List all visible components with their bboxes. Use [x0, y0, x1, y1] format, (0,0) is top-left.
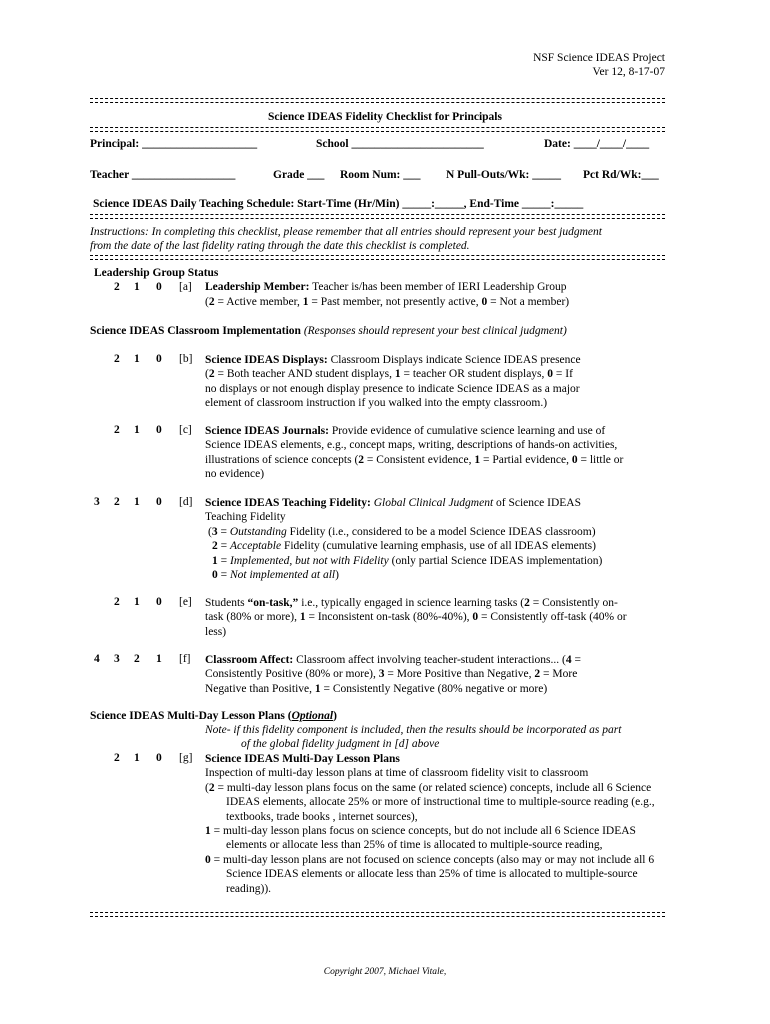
text: “on-task,”	[247, 597, 299, 609]
item-label: [f]	[179, 653, 191, 665]
text: = teacher OR student displays,	[400, 368, 548, 381]
text: illustrations of science concepts (	[205, 453, 359, 466]
text: 2	[208, 296, 215, 308]
score-option[interactable]: 0	[156, 752, 162, 764]
optional-tag: Optional	[291, 710, 334, 722]
copyright-footer: Copyright 2007, Michael Vitale,	[323, 967, 447, 977]
text: = If	[553, 368, 573, 381]
text: 2	[534, 668, 541, 681]
text: less)	[205, 625, 227, 638]
page-title: Science IDEAS Fidelity Checklist for Principals	[268, 111, 502, 123]
score-option[interactable]: 2	[114, 424, 120, 436]
item-label: [g]	[179, 752, 193, 764]
score-option[interactable]: 0	[156, 496, 162, 508]
leadership-scale	[205, 296, 569, 308]
text: = Consistent evidence,	[364, 453, 475, 466]
score-option[interactable]: 1	[134, 353, 140, 365]
room-field[interactable]: Room Num: ___	[340, 169, 421, 181]
implementation-heading	[90, 325, 567, 337]
heading-text: Science IDEAS Classroom Implementation	[90, 325, 301, 337]
score-option[interactable]: 0	[156, 353, 162, 365]
text: (only partial Science IDEAS implementation)	[388, 554, 603, 567]
text: 1	[212, 554, 218, 567]
score-option[interactable]: 1	[134, 281, 140, 293]
text: Not implemented at all	[230, 569, 336, 582]
text: =	[571, 654, 581, 666]
score-option[interactable]: 2	[114, 752, 120, 764]
grade-field[interactable]: Grade ___	[273, 169, 325, 181]
text: = Not a member)	[487, 296, 570, 308]
text: = little or	[577, 453, 624, 466]
item-label: [c]	[179, 424, 192, 436]
item-classroom-affect	[205, 653, 675, 696]
text: = multi-day lesson plans focus on science concepts, but do not include all 6 Science IDEAS elements or allocate less than 25% of time is allocated to multiple-source reading,	[210, 825, 636, 852]
item-title: Science IDEAS Displays:	[205, 354, 328, 366]
item-displays	[205, 353, 675, 411]
text: 2	[212, 540, 218, 553]
leadership-item	[205, 281, 566, 293]
score-option[interactable]: 2	[134, 653, 140, 665]
text: 2	[524, 597, 530, 609]
text: 1	[394, 368, 401, 381]
text: Students	[205, 597, 248, 609]
text: = Past member, not presently active,	[308, 296, 482, 308]
schedule-field[interactable]: Science IDEAS Daily Teaching Schedule: Start-Time (Hr/Min) _____:_____, End-Time _____:_____	[93, 198, 584, 210]
separator-rule	[90, 214, 665, 219]
item-label: [a]	[179, 281, 192, 293]
item-title: Leadership Member:	[205, 281, 310, 293]
text: Fidelity (i.e., considered to be a model Science IDEAS classroom)	[286, 525, 596, 538]
separator-rule	[90, 127, 665, 132]
teacher-field[interactable]: Teacher __________________	[90, 169, 236, 181]
text: 0	[212, 569, 218, 582]
text: = Active member,	[214, 296, 303, 308]
text: Fidelity (cumulative learning emphasis, use of all IDEAS elements)	[281, 540, 596, 553]
text: 1	[314, 682, 321, 695]
text: =	[217, 540, 230, 553]
score-option[interactable]: 1	[134, 424, 140, 436]
text: 2	[208, 781, 215, 794]
multiday-note: Note- if this fidelity component is included, then the results should be incorporated as part	[205, 724, 622, 736]
text: 0	[547, 368, 554, 381]
leadership-heading: Leadership Group Status	[94, 267, 219, 279]
project-name: NSF Science IDEAS Project	[533, 52, 665, 64]
item-lesson-plans	[205, 752, 675, 896]
text: Science IDEAS elements, e.g., concept maps, writing, descriptions of hands-on activities,	[205, 439, 618, 452]
text: 0	[571, 453, 578, 466]
text: Classroom affect involving teacher-student interactions... (	[293, 654, 566, 666]
text: Classroom Displays indicate Science IDEAS presence	[327, 354, 581, 366]
text: task (80% or more),	[205, 611, 300, 624]
text: 0	[472, 611, 479, 624]
text: (	[205, 368, 209, 381]
text: 1	[205, 825, 211, 838]
item-journals	[205, 424, 675, 482]
item-title: Science IDEAS Multi-Day Lesson Plans	[205, 753, 400, 765]
version: Ver 12, 8-17-07	[592, 66, 665, 78]
score-option[interactable]: 2	[114, 353, 120, 365]
pullouts-field[interactable]: N Pull-Outs/Wk: _____	[446, 169, 562, 181]
text: (	[205, 296, 209, 308]
text: Provide evidence of cumulative science learning and use of	[328, 425, 606, 437]
text: = Inconsistent on-task (80%-40%),	[305, 611, 473, 624]
text: Global Clinical Judgment	[373, 497, 494, 509]
score-option[interactable]: 0	[156, 281, 162, 293]
score-option[interactable]: 2	[114, 496, 120, 508]
heading-note: (Responses should represent your best clinical judgment)	[300, 325, 567, 337]
text: Consistently Positive (80% or more),	[205, 668, 379, 681]
score-option[interactable]: 2	[114, 596, 120, 608]
text: 3	[378, 668, 385, 681]
school-field[interactable]: School _______________________	[316, 138, 484, 150]
text: 1	[299, 611, 306, 624]
text: Negative than Positive,	[205, 682, 315, 695]
text: 1	[302, 296, 309, 308]
text: 2	[208, 368, 215, 381]
text: Acceptable	[230, 540, 282, 553]
text: no displays or not enough display presence to indicate Science IDEAS as a major	[205, 382, 580, 395]
separator-rule	[90, 912, 665, 917]
item-title: Science IDEAS Teaching Fidelity:	[205, 497, 371, 509]
item-label: [e]	[179, 596, 192, 608]
text: = Consistently on-	[529, 597, 618, 609]
text: )	[333, 710, 337, 722]
score-option[interactable]: 3	[94, 496, 100, 508]
score-option[interactable]: 0	[156, 424, 162, 436]
text: = More	[540, 668, 578, 681]
text: 3	[211, 525, 218, 538]
text: 2	[358, 453, 365, 466]
item-label: [d]	[179, 496, 193, 508]
score-option[interactable]: 3	[114, 653, 120, 665]
text: =	[217, 554, 230, 567]
principal-field[interactable]: Principal: ____________________	[90, 138, 258, 150]
multiday-heading	[90, 710, 337, 722]
text: = More Positive than Negative,	[384, 668, 535, 681]
text: element of classroom instruction if you walked into the empty classroom.)	[205, 397, 548, 410]
text: 0	[481, 296, 488, 308]
instructions-line-2: from the date of the last fidelity rating through the date this checklist is completed.	[90, 240, 470, 252]
score-option[interactable]: 1	[134, 496, 140, 508]
text: = Both teacher AND student displays,	[214, 368, 395, 381]
text: Implemented, but not with Fidelity	[230, 554, 389, 567]
text: = Consistently Negative (80% negative or more)	[320, 682, 548, 695]
separator-rule	[90, 255, 665, 260]
item-on-task	[205, 596, 675, 639]
text: = multi-day lesson plans are not focused on science concepts (also may or may not include all 6 Science IDEAS elements or allocate less than 25% of time is allocated to multiple-source reading)).	[210, 853, 655, 895]
item-teaching-fidelity	[205, 496, 675, 582]
text: = Partial evidence,	[480, 453, 572, 466]
text: = multi-day lesson plans focus on the same (or related science) concepts, include all 6 Science IDEAS elements, allocate 25% or more of instructional time to multiple-source reading (e.g., textbooks, trade books , internet sources),	[214, 781, 655, 823]
score-option[interactable]: 0	[156, 596, 162, 608]
text: of Science IDEAS	[493, 497, 581, 509]
multiday-note: of the global fidelity judgment in [d] above	[241, 738, 440, 750]
text: (	[205, 781, 209, 794]
pct-reading-field[interactable]: Pct Rd/Wk:___	[583, 169, 659, 181]
separator-rule	[90, 98, 665, 103]
text: Inspection of multi-day lesson plans at time of classroom fidelity visit to classroom	[205, 767, 589, 780]
score-option[interactable]: 4	[94, 653, 100, 665]
text: i.e., typically engaged in science learning tasks (	[298, 597, 525, 609]
text: Teaching Fidelity	[205, 511, 286, 524]
text: =	[217, 525, 230, 538]
date-field[interactable]: Date: ____/____/____	[544, 138, 650, 150]
score-option[interactable]: 1	[134, 596, 140, 608]
text: =	[217, 569, 230, 582]
score-option[interactable]: 2	[114, 281, 120, 293]
item-text: Teacher is/has been member of IERI Leadership Group	[309, 281, 567, 293]
score-option[interactable]: 1	[134, 752, 140, 764]
text: (	[208, 525, 212, 538]
item-title: Science IDEAS Journals:	[205, 425, 329, 437]
text: 1	[474, 453, 481, 466]
score-option[interactable]: 1	[156, 653, 162, 665]
text: 0	[205, 853, 211, 866]
item-title: Classroom Affect:	[205, 654, 294, 666]
item-label: [b]	[179, 353, 193, 365]
instructions-line-1: Instructions: In completing this checklist, please remember that all entries should represent your best judgment	[90, 226, 602, 238]
heading-text: Science IDEAS Multi-Day Lesson Plans (	[90, 710, 292, 722]
text: 4	[565, 654, 572, 666]
text: Outstanding	[229, 525, 287, 538]
text: )	[335, 569, 339, 582]
text: = Consistently off-task (40% or	[478, 611, 627, 624]
text: no evidence)	[205, 468, 265, 481]
